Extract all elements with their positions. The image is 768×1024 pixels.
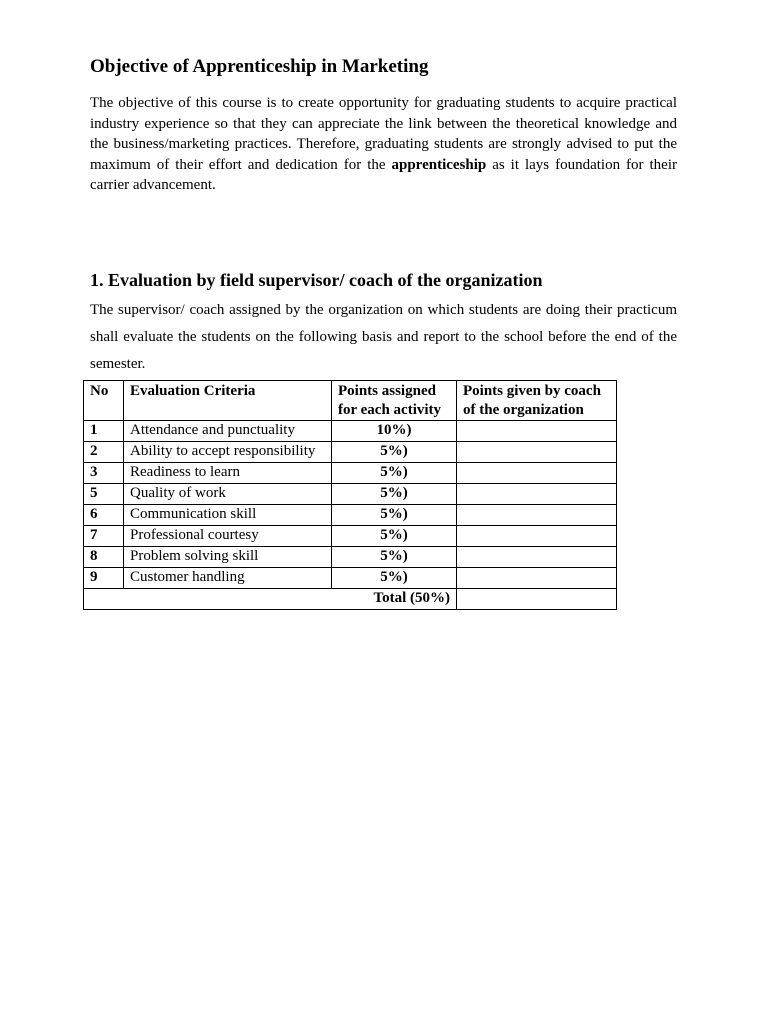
row-points-given[interactable] — [457, 547, 617, 568]
table-row — [84, 484, 617, 505]
row-criteria: Ability to accept responsibility — [124, 442, 332, 463]
row-points-given[interactable] — [457, 484, 617, 505]
row-no: 7 — [84, 526, 124, 547]
table-header-row — [84, 381, 617, 421]
header-points-assigned: Points assigned for each activity — [332, 381, 457, 421]
section-paragraph: The supervisor/ coach assigned by the organization on which students are doing their practicum shall evaluate the students on the following basis and report to the school before the end of the semester. — [90, 302, 677, 372]
table-total-row — [84, 589, 617, 610]
row-criteria: Attendance and punctuality — [124, 421, 332, 442]
row-points-assigned: 5%) — [332, 526, 457, 547]
row-points-assigned: 5%) — [332, 442, 457, 463]
row-criteria: Readiness to learn — [124, 463, 332, 484]
row-no: 3 — [84, 463, 124, 484]
header-no: No — [84, 381, 124, 421]
row-criteria: Communication skill — [124, 505, 332, 526]
row-no: 2 — [84, 442, 124, 463]
table-row — [84, 421, 617, 442]
row-points-assigned: 5%) — [332, 568, 457, 589]
evaluation-table — [83, 380, 617, 610]
row-points-assigned: 5%) — [332, 484, 457, 505]
row-points-given[interactable] — [457, 421, 617, 442]
objective-paragraph — [90, 93, 677, 196]
row-points-given[interactable] — [457, 463, 617, 484]
header-criteria: Evaluation Criteria — [124, 381, 332, 421]
table-row — [84, 568, 617, 589]
row-criteria: Customer handling — [124, 568, 332, 589]
table-row — [84, 463, 617, 484]
total-points-given[interactable] — [457, 589, 617, 610]
row-no: 1 — [84, 421, 124, 442]
row-criteria: Quality of work — [124, 484, 332, 505]
row-points-assigned: 5%) — [332, 547, 457, 568]
row-no: 6 — [84, 505, 124, 526]
row-points-assigned: 5%) — [332, 463, 457, 484]
section-title: 1. Evaluation by field supervisor/ coach of the organization — [90, 270, 543, 290]
table-row — [84, 505, 617, 526]
objective-text-end: as it lays foundation for their carrier advancement. — [90, 156, 677, 194]
objective-text-bold: apprenticeship — [391, 156, 487, 173]
row-no: 8 — [84, 547, 124, 568]
total-label: Total (50%) — [84, 589, 457, 610]
table-row — [84, 442, 617, 463]
table-row — [84, 547, 617, 568]
row-criteria: Professional courtesy — [124, 526, 332, 547]
page-title: Objective of Apprenticeship in Marketing — [90, 56, 429, 77]
row-no: 5 — [84, 484, 124, 505]
row-criteria: Problem solving skill — [124, 547, 332, 568]
row-no: 9 — [84, 568, 124, 589]
row-points-given[interactable] — [457, 442, 617, 463]
objective-text-start: The objective of this course is to create opportunity for graduating students to acquire practical industry experience so that they can appreciate the link between the theoretical knowledge and the business/marketing practices. Therefore, graduating students are strongly advised to put the maximum of their effort and dedication for the — [90, 95, 677, 173]
row-points-given[interactable] — [457, 568, 617, 589]
row-points-given[interactable] — [457, 526, 617, 547]
row-points-assigned: 5%) — [332, 505, 457, 526]
header-points-given: Points given by coach of the organization — [457, 381, 617, 421]
row-points-assigned: 10%) — [332, 421, 457, 442]
table-row — [84, 526, 617, 547]
row-points-given[interactable] — [457, 505, 617, 526]
